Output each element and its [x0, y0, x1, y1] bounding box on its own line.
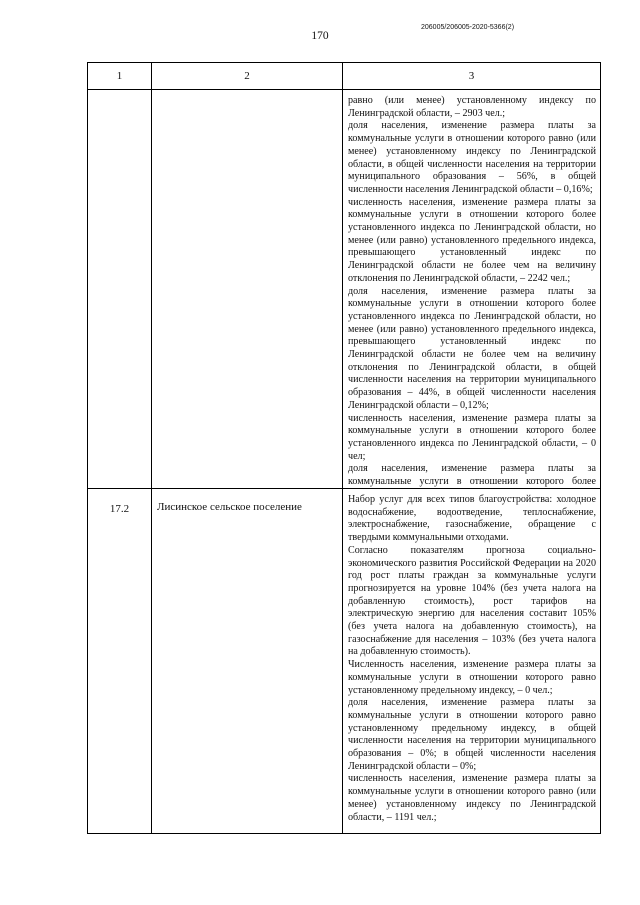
column-header-1: 1 — [88, 63, 152, 90]
column-header-3: 3 — [343, 63, 601, 90]
table-header-row — [88, 63, 601, 90]
paragraph: численность населения, изменение размера платы за коммунальные услуги в отношении которого более установленного индекса по Ленинградской области, но менее (или равно) установленного предельного индекса, превышающего установленный индекс по Ленинградской области не более чем на величину отклонения по Ленинградской области, – 2242 чел.; — [348, 196, 596, 284]
settlement-name: Лисинское сельское поселение — [152, 489, 343, 834]
data-table — [87, 62, 601, 834]
page-number: 170 — [311, 30, 329, 42]
paragraph: численность населения, изменение размера платы за коммунальные услуги в отношении которого более установленного индекса по Ленинградской области, – 0 чел; — [348, 412, 596, 462]
paragraph: численность населения, изменение размера платы за коммунальные услуги в отношении которого равно (или менее) установленному индексу по Ленинградской области, – 1191 чел.; — [348, 773, 596, 823]
description-cell — [343, 489, 601, 834]
paragraph: доля населения, изменение размера платы за коммунальные услуги в отношении которого равно установленному предельному индексу, в общей численности населения на территории муниципального образования – 0%; в общей численности населения Ленинградской области – 0%; — [348, 697, 596, 772]
paragraph: равно (или менее) установленному индексу по Ленинградской области, – 2903 чел.; — [348, 95, 596, 119]
table-row — [88, 489, 601, 834]
paragraph: доля населения, изменение размера платы за коммунальные услуги в отношении которого равно (или менее) установленному индексу по Ленинградской области, в общей численности населения на территории муниципального образования – 56%, в общей численности населения Ленинградской области – 0,16%; — [348, 120, 596, 195]
table-row — [88, 90, 601, 489]
paragraph: доля населения, изменение размера платы за коммунальные услуги в отношении которого более установленного индекса по Ленинградской области, но менее (или равно) установленного предельного индекса, превышающего установленный индекс по Ленинградской области не более чем на величину отклонения по Ленинградской области, в общей численности населения на территории муниципального образования – 44%, в общей численности населения Ленинградской области – 0,12%; — [348, 285, 596, 411]
description-cell — [343, 90, 601, 489]
paragraph: Набор услуг для всех типов благоустройства: холодное водоснабжение, водоотведение, теплоснабжение, электроснабжение, газоснабжение, обращение с твердыми коммунальными отходами. — [348, 494, 596, 544]
settlement-name — [152, 90, 343, 489]
row-number — [88, 90, 152, 489]
column-header-2: 2 — [152, 63, 343, 90]
paragraph: Согласно показателям прогноза социально-экономического развития Российской Федерации на 2020 год рост платы граждан за коммунальные услуги прогнозируется на уровне 104% (без учета налога на добавленную стоимость), рост тарифов на электрическую энергию для населения составит 105% (без учета налога на добавленную стоимость), на газоснабжение для населения – 103% (без учета налога на добавленную стоимость). — [348, 544, 596, 658]
row-number: 17.2 — [88, 489, 152, 834]
document-id: 206005/206005-2020-5366(2) — [421, 24, 515, 31]
paragraph: доля населения, изменение размера платы за коммунальные услуги в отношении которого более — [348, 463, 596, 488]
paragraph: Численность населения, изменение размера платы за коммунальные услуги в отношении которого равно установленному предельному индексу, – 0 чел.; — [348, 659, 596, 696]
